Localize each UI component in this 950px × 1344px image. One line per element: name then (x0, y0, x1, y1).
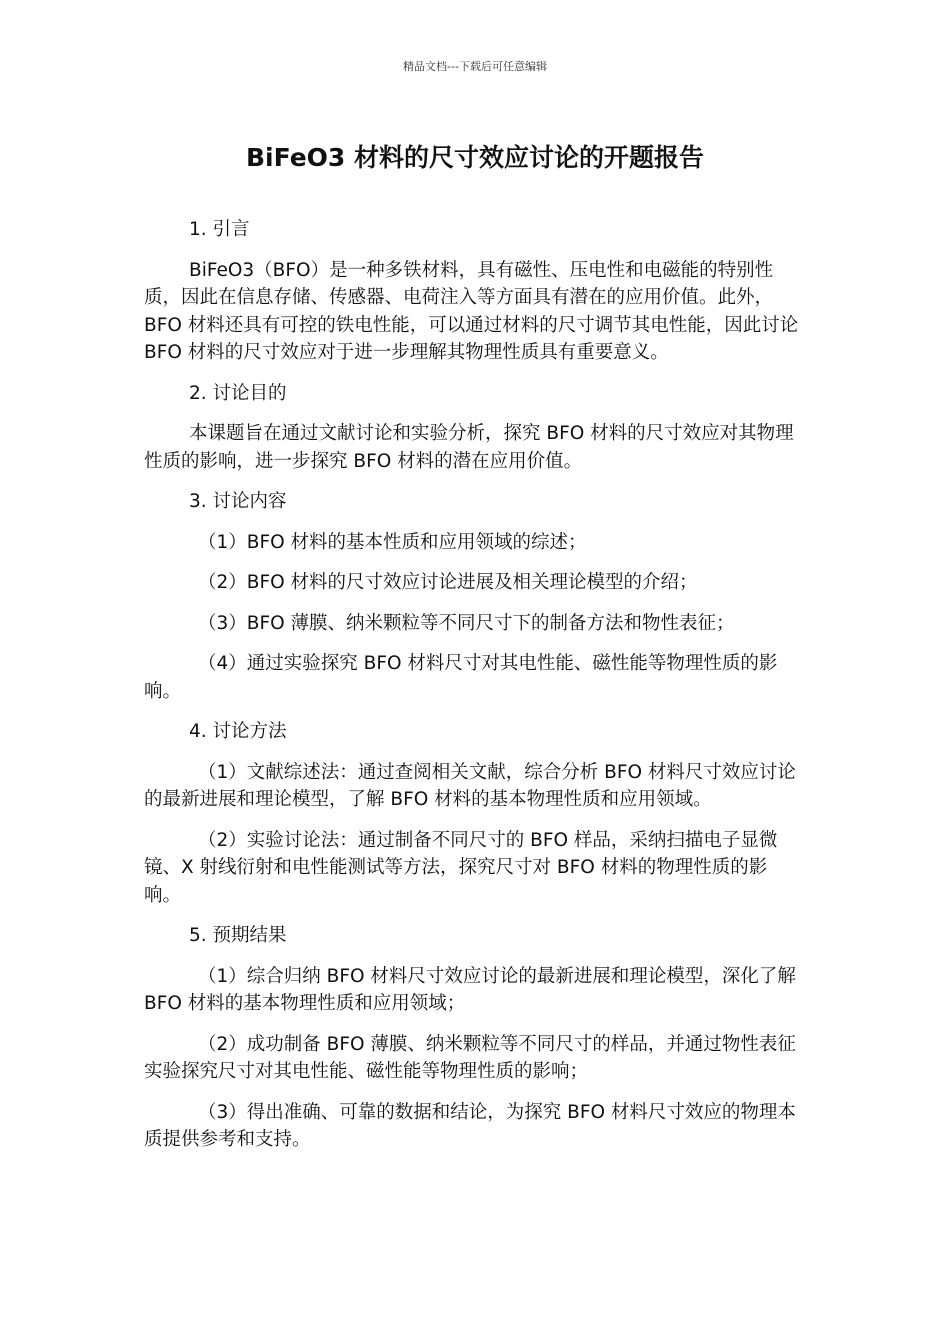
list-item: （2）成功制备 BFO 薄膜、纳米颗粒等不同尺寸的样品，并通过物性表征实验探究尺寸对其电性能、磁性能等物理性质的影响； (144, 1033, 796, 1082)
list-item: （2）实验讨论法：通过制备不同尺寸的 BFO 样品，采纳扫描电子显微镜、X 射线衍射和电性能测试等方法，探究尺寸对 BFO 材料的物理性质的影响。 (144, 829, 778, 906)
list-item: （3）BFO 薄膜、纳米颗粒等不同尺寸下的制备方法和物性表征； (198, 612, 735, 634)
paragraph: BiFeO3（BFO）是一种多铁材料，具有磁性、压电性和电磁能的特别性质，因此在信息存储、传感器、电荷注入等方面具有潜在的应用价值。此外，BFO 材料还具有可控的铁电性能，可以通过材料的尺寸调节其电性能，因此讨论 BFO 材料的尺寸效应对于进一步理解其物理性质具有重要意义。 (144, 259, 799, 363)
paragraph: 本课题旨在通过文献讨论和实验分析，探究 BFO 材料的尺寸效应对其物理性质的影响，进一步探究 BFO 材料的潜在应用价值。 (144, 423, 794, 472)
document-body (144, 216, 804, 1167)
list-item: （3）得出准确、可靠的数据和结论，为探究 BFO 材料尺寸效应的物理本质提供参考和支持。 (144, 1101, 796, 1150)
list-item: （1）文献综述法：通过查阅相关文献，综合分析 BFO 材料尺寸效应讨论的最新进展和理论模型，了解 BFO 材料的基本物理性质和应用领域。 (144, 761, 796, 810)
header-note: 精品文档---下载后可任意编辑 (403, 60, 547, 73)
section-heading: 4. 讨论方法 (189, 721, 287, 742)
section-heading: 5. 预期结果 (189, 925, 287, 946)
list-item: （1）BFO 材料的基本性质和应用领域的综述； (198, 531, 587, 553)
page-title: BiFeO3 材料的尺寸效应讨论的开题报告 (246, 143, 704, 172)
section-heading: 3. 讨论内容 (189, 491, 287, 512)
list-item: （1）综合归纳 BFO 材料尺寸效应讨论的最新进展和理论模型，深化了解 BFO 材料的基本物理性质和应用领域； (144, 965, 796, 1014)
section-heading: 1. 引言 (189, 219, 250, 240)
list-item: （2）BFO 材料的尺寸效应讨论进展及相关理论模型的介绍； (198, 572, 698, 593)
list-item: （4）通过实验探究 BFO 材料尺寸对其电性能、磁性能等物理性质的影响。 (144, 653, 778, 702)
section-heading: 2. 讨论目的 (189, 382, 287, 404)
